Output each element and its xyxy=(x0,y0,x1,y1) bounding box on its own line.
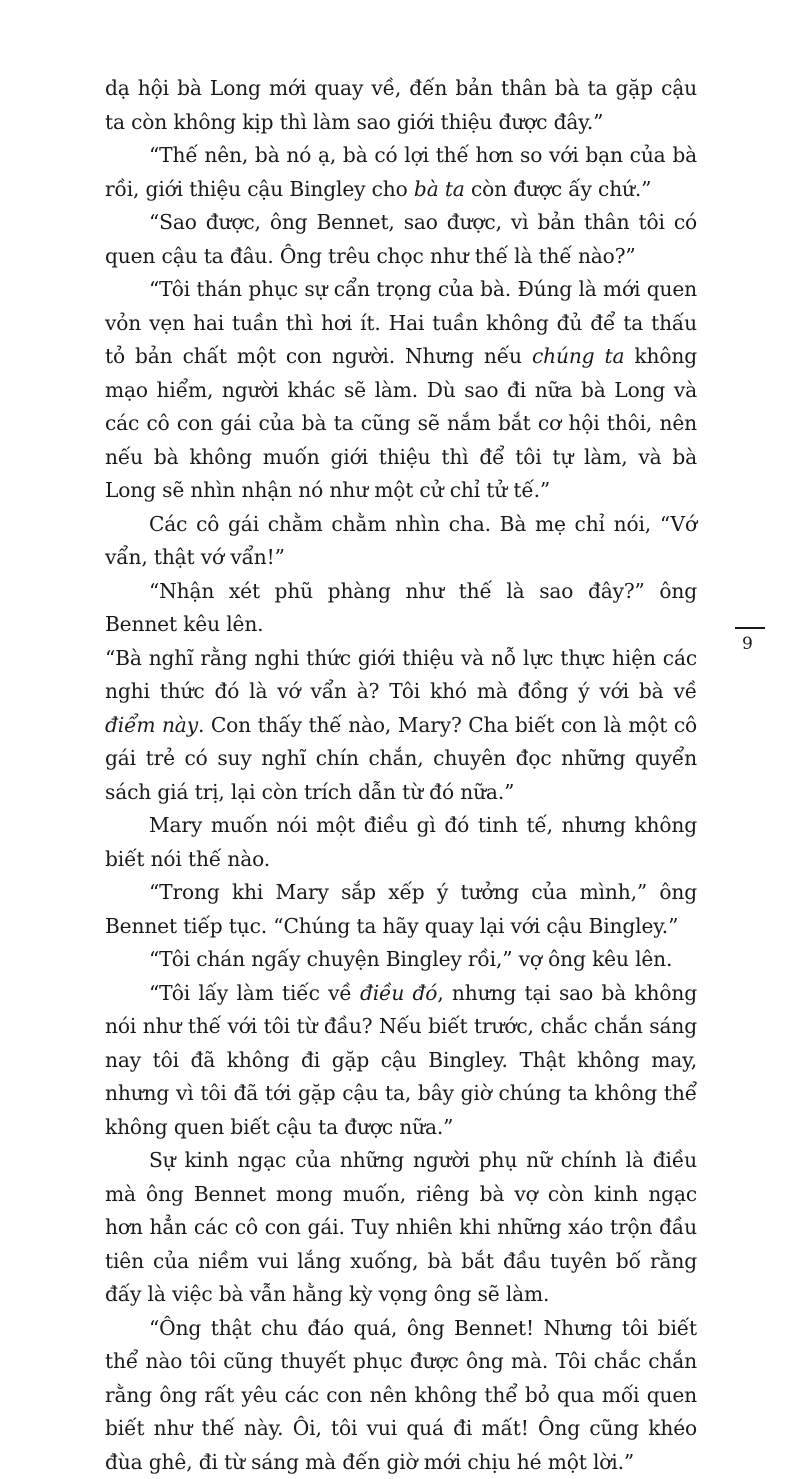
text-run: “Bà nghĩ rằng nghi thức giới thiệu và nỗ lực thực hiện các nghi thức đó là vớ vẩn à? Tôi khó mà đồng ý với bà về xyxy=(105,646,697,704)
folio-rule xyxy=(735,627,765,629)
text-run: dạ hội bà Long mới quay về, đến bản thân bà ta gặp cậu ta còn không kịp thì làm sao giới thiệu được đây.” xyxy=(105,76,697,134)
emphasis-text: chúng ta xyxy=(532,344,624,368)
text-run: “Sao được, ông Bennet, sao được, vì bản thân tôi có quen cậu ta đâu. Ông trêu chọc như thế là thế nào?” xyxy=(105,210,697,268)
paragraph xyxy=(105,575,697,642)
text-run: “Tôi chán ngấy chuyện Bingley rồi,” vợ ông kêu lên. xyxy=(149,947,672,971)
paragraph xyxy=(105,1312,697,1479)
text-run: Các cô gái chằm chằm nhìn cha. Bà mẹ chỉ nói, “Vớ vẩn, thật vớ vẩn!” xyxy=(105,512,697,570)
text-run: “Ông thật chu đáo quá, ông Bennet! Nhưng tôi biết thể nào tôi cũng thuyết phục được ông mà. Tôi chắc chắn rằng ông rất yêu các con nên không thể bỏ qua mối quen biết như thế này. Ôi, tôi vui quá đi mất! Ông cũng khéo đùa ghê, đi từ sáng mà đến giờ mới chịu hé một lời.” xyxy=(105,1316,697,1474)
text-run: còn được ấy chứ.” xyxy=(465,177,652,201)
body-text xyxy=(105,72,697,1479)
paragraph xyxy=(105,876,697,943)
text-run: không mạo hiểm, người khác sẽ làm. Dù sao đi nữa bà Long và các cô con gái của bà ta cũng sẽ nắm bắt cơ hội thôi, nên nếu bà không muốn giới thiệu thì để tôi tự làm, và bà Long sẽ nhìn nhận nó như một cử chỉ tử tế.” xyxy=(105,344,697,502)
paragraph xyxy=(105,508,697,575)
text-run: “Tôi lấy làm tiếc về xyxy=(149,981,360,1005)
emphasis-text: điểm này xyxy=(105,713,198,737)
paragraph xyxy=(105,206,697,273)
paragraph xyxy=(105,977,697,1145)
emphasis-text: điều đó xyxy=(360,981,437,1005)
page-number: 9 xyxy=(742,634,753,654)
paragraph xyxy=(105,1144,697,1312)
text-run: Sự kinh ngạc của những người phụ nữ chính là điều mà ông Bennet mong muốn, riêng bà vợ còn kinh ngạc hơn hẳn các cô con gái. Tuy nhiên khi những xáo trộn đầu tiên của niềm vui lắng xuống, bà bắt đầu tuyên bố rằng đấy là việc bà vẫn hằng kỳ vọng ông sẽ làm. xyxy=(105,1148,697,1306)
paragraph xyxy=(105,943,697,977)
paragraph xyxy=(105,72,697,139)
text-run: . Con thấy thế nào, Mary? Cha biết con là một cô gái trẻ có suy nghĩ chín chắn, chuyên đọc những quyển sách giá trị, lại còn trích dẫn từ đó nữa.” xyxy=(105,713,697,804)
text-run: , nhưng tại sao bà không nói như thế với tôi từ đầu? Nếu biết trước, chắc chắn sáng nay tôi đã không đi gặp cậu Bingley. Thật không may, nhưng vì tôi đã tới gặp cậu ta, bây giờ chúng ta không thể không quen biết cậu ta được nữa.” xyxy=(105,981,697,1139)
text-run: “Trong khi Mary sắp xếp ý tưởng của mình,” ông Bennet tiếp tục. “Chúng ta hãy quay lại với cậu Bingley.” xyxy=(105,880,697,938)
paragraph xyxy=(105,809,697,876)
paragraph xyxy=(105,273,697,508)
emphasis-text: bà ta xyxy=(414,177,465,201)
text-run: “Nhận xét phũ phàng như thế là sao đây?” ông Bennet kêu lên. xyxy=(105,579,697,637)
paragraph xyxy=(105,642,697,810)
text-run: Mary muốn nói một điều gì đó tinh tế, nhưng không biết nói thế nào. xyxy=(105,813,697,871)
text-run: “Thế nên, bà nó ạ, bà có lợi thế hơn so với bạn của bà rồi, giới thiệu cậu Bingley cho xyxy=(105,143,697,201)
text-run: “Tôi thán phục sự cẩn trọng của bà. Đúng là mới quen vỏn vẹn hai tuần thì hơi ít. Hai tuần không đủ để ta thấu tỏ bản chất một con người. Nhưng nếu xyxy=(105,277,697,368)
paragraph xyxy=(105,139,697,206)
